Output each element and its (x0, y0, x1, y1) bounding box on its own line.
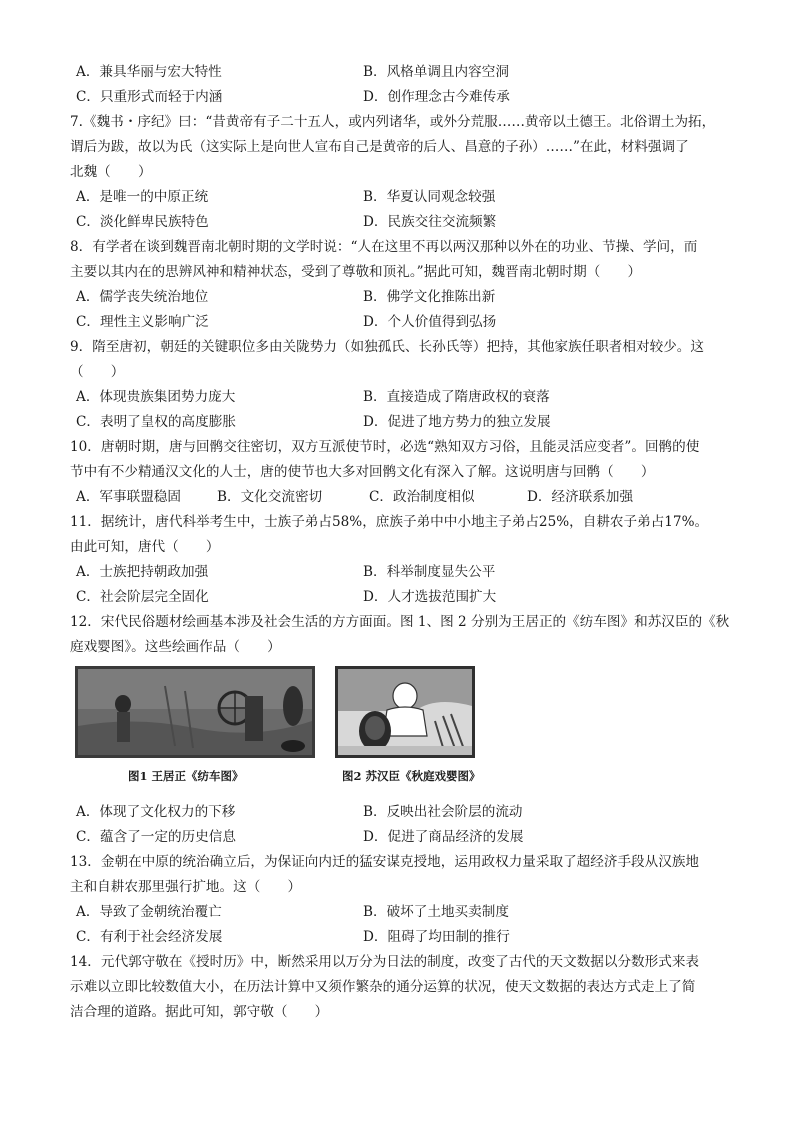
q12-option-c[interactable]: C．蕴含了一定的历史信息 (76, 829, 236, 845)
q7-stem-line3: 北魏（ ） (70, 164, 152, 180)
q6-options-row1 (70, 60, 730, 85)
q13-stem-line1: 13．金朝在中原的统治确立后，为保证向内迁的猛安谋克授地，运用政权力量采取了超经济手段从汉族地 (70, 854, 700, 870)
q7-option-d[interactable]: D．民族交往交流频繁 (363, 214, 497, 230)
q11-options-row2 (70, 585, 730, 610)
q12-figures (70, 666, 730, 794)
q8-option-d[interactable]: D．个人价值得到弘扬 (363, 314, 497, 330)
q14-stem-line1: 14．元代郭守敬在《授时历》中，断然采用以万分为日法的制度，改变了古代的天文数据以分数形式来表 (70, 954, 700, 970)
q10-option-b[interactable]: B．文化交流密切 (217, 489, 323, 505)
q6-option-d[interactable]: D．创作理念古今难传承 (363, 89, 510, 105)
q11-option-a[interactable]: A．士族把持朝政加强 (76, 564, 209, 580)
q7-options-row2 (70, 210, 730, 235)
q14-stem-line3: 洁合理的道路。据此可知，郭守敬（ ） (70, 1004, 329, 1020)
q6-option-b[interactable]: B．风格单调且内容空洞 (363, 64, 509, 80)
q10-option-d[interactable]: D．经济联系加强 (527, 489, 634, 505)
q9-option-b[interactable]: B．直接造成了隋唐政权的衰落 (363, 389, 550, 405)
q10-options-row (70, 485, 730, 510)
exam-page (70, 60, 730, 1025)
q13-option-a[interactable]: A．导致了金朝统治覆亡 (76, 904, 222, 920)
q11-option-b[interactable]: B．科举制度显失公平 (363, 564, 496, 580)
figure-2-children-autumn-garden-painting (335, 666, 475, 758)
q8-option-a[interactable]: A．儒学丧失统治地位 (76, 289, 209, 305)
q13-option-d[interactable]: D．阻碍了均田制的推行 (363, 929, 510, 945)
q12-option-b[interactable]: B．反映出社会阶层的流动 (363, 804, 523, 820)
q8-option-c[interactable]: C．理性主义影响广泛 (76, 314, 209, 330)
q10-stem-line1: 10．唐朝时期，唐与回鹘交往密切，双方互派使节时，必选“熟知双方习俗，且能灵活应变者”。回鹘的使 (70, 439, 700, 455)
figure-2-caption: 图2 苏汉臣《秋庭戏婴图》 (342, 769, 481, 783)
q9-option-a[interactable]: A．体现贵族集团势力庞大 (76, 389, 236, 405)
q13-option-c[interactable]: C．有利于社会经济发展 (76, 929, 223, 945)
q8-options-row2 (70, 310, 730, 335)
q12-options-row2 (70, 825, 730, 850)
q9-option-d[interactable]: D．促进了地方势力的独立发展 (363, 414, 551, 430)
q11-stem-line2: 由此可知，唐代（ ） (70, 539, 220, 555)
q12-option-a[interactable]: A．体现了文化权力的下移 (76, 804, 236, 820)
q9-stem-line1: 9．隋至唐初，朝廷的关键职位多由关陇势力（如独孤氏、长孙氏等）把持，其他家族任职者相对较少。这 (70, 339, 704, 355)
q7-option-c[interactable]: C．淡化鲜卑民族特色 (76, 214, 209, 230)
q14-stem-line2: 示难以立即比较数值大小，在历法计算中又须作繁杂的通分运算的状况，使天文数据的表达方式走上了简 (70, 979, 696, 995)
q10-stem-line2: 节中有不少精通汉文化的人士，唐的使节也大多对回鹘文化有深入了解。这说明唐与回鹘（ ） (70, 464, 655, 480)
q9-stem-line2: （ ） (70, 364, 125, 380)
q6-options-row2 (70, 85, 730, 110)
q8-stem-line1: 8．有学者在谈到魏晋南北朝时期的文学时说：“人在这里不再以两汉那种以外在的功业、节操、学问，而 (70, 239, 698, 255)
q13-option-b[interactable]: B．破坏了土地买卖制度 (363, 904, 509, 920)
q12-option-d[interactable]: D．促进了商品经济的发展 (363, 829, 524, 845)
q9-options-row2 (70, 410, 730, 435)
q11-options-row1 (70, 560, 730, 585)
q10-option-a[interactable]: A．军事联盟稳固 (76, 489, 181, 505)
q12-options-row1 (70, 800, 730, 825)
q10-option-c[interactable]: C．政治制度相似 (369, 489, 475, 505)
q9-option-c[interactable]: C．表明了皇权的高度膨胀 (76, 414, 236, 430)
q13-options-row1 (70, 900, 730, 925)
q7-option-b[interactable]: B．华夏认同观念较强 (363, 189, 496, 205)
q7-options-row1 (70, 185, 730, 210)
q11-stem-line1: 11．据统计，唐代科举考生中，士族子弟占58%，庶族子弟中中小地主子弟占25%，自耕农子弟占17%。 (70, 514, 709, 530)
q12-stem-line1: 12．宋代民俗题材绘画基本涉及社会生活的方方面面。图 1、图 2 分别为王居正的《纺车图》和苏汉臣的《秋 (70, 614, 730, 630)
q13-options-row2 (70, 925, 730, 950)
q11-option-d[interactable]: D．人才选拔范围扩大 (363, 589, 497, 605)
q8-options-row1 (70, 285, 730, 310)
q8-option-b[interactable]: B．佛学文化推陈出新 (363, 289, 496, 305)
q13-stem-line2: 主和自耕农那里强行扩地。这（ ） (70, 879, 302, 895)
q8-stem-line2: 主要以其内在的思辨风神和精神状态，受到了尊敬和顶礼。”据此可知，魏晋南北朝时期（ ） (70, 264, 642, 280)
q11-option-c[interactable]: C．社会阶层完全固化 (76, 589, 209, 605)
figure-1-spinning-wheel-painting (75, 666, 315, 758)
figure-1-caption: 图1 王居正《纺车图》 (128, 769, 244, 783)
q9-options-row1 (70, 385, 730, 410)
q6-option-a[interactable]: A．兼具华丽与宏大特性 (76, 64, 222, 80)
q12-stem-line2: 庭戏婴图》。这些绘画作品（ ） (70, 639, 281, 655)
q7-option-a[interactable]: A．是唯一的中原正统 (76, 189, 209, 205)
q7-stem-line2: 谓后为跋，故以为氏（这实际上是向世人宣布自己是黄帝的后人、昌意的子孙）……”在此，材料强调了 (70, 139, 689, 155)
q6-option-c[interactable]: C．只重形式而轻于内涵 (76, 89, 223, 105)
q7-stem-line1: 7.《魏书・序纪》曰：“昔黄帝有子二十五人，或内列诸华，或外分荒服……黄帝以土德王。北俗谓土为拓， (70, 114, 716, 130)
